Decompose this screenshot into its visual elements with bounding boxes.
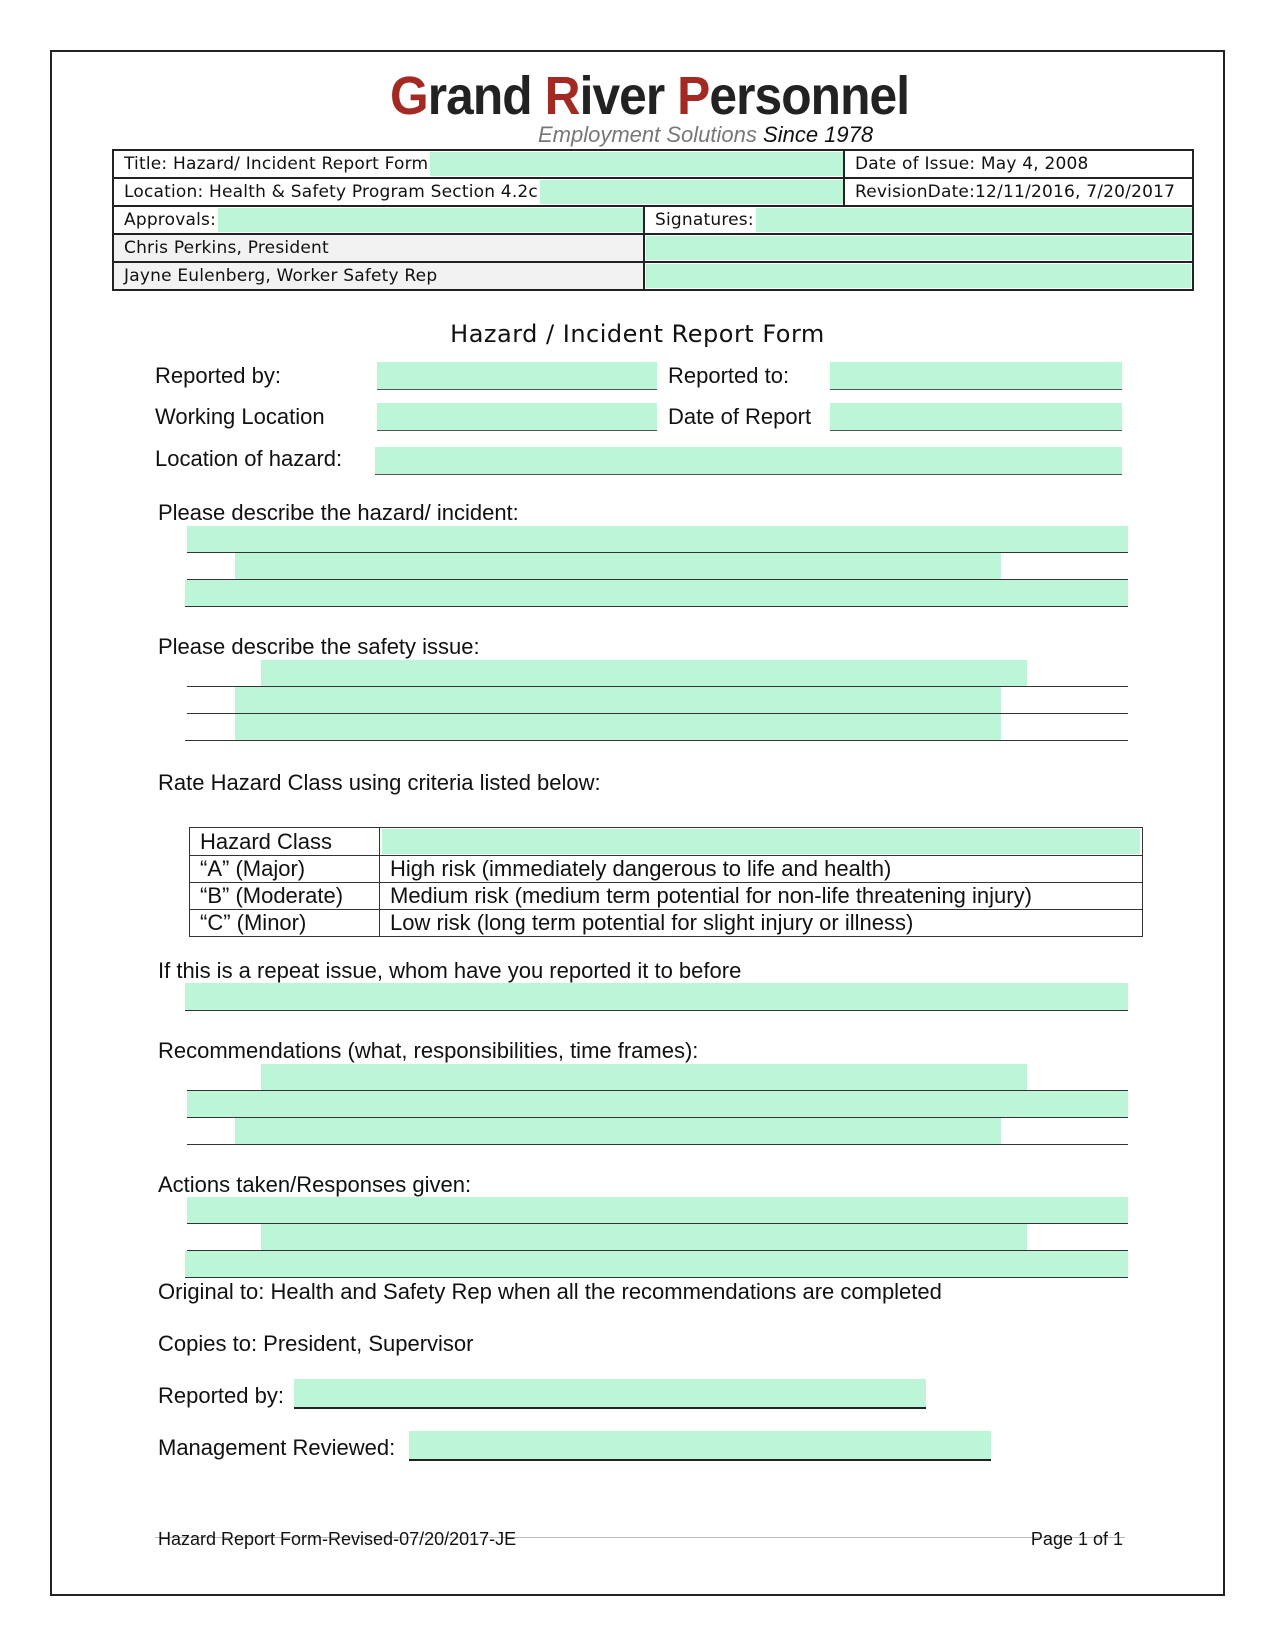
- recommendation-field-1[interactable]: [261, 1064, 1027, 1090]
- recommendation-field-2[interactable]: [187, 1091, 1128, 1117]
- working-location-label: Working Location: [155, 404, 325, 429]
- management-reviewed-label: Management Reviewed:: [158, 1435, 396, 1460]
- hazard-class-c: “C” (Minor): [190, 910, 380, 937]
- signatures-cell: [644, 206, 1193, 234]
- approvals-label: Approvals:: [124, 210, 217, 230]
- actions-field-1[interactable]: [187, 1197, 1128, 1223]
- location-field[interactable]: [540, 180, 843, 204]
- actions-taken-label: Actions taken/Responses given:: [158, 1172, 472, 1197]
- hazard-field-2[interactable]: [235, 553, 1001, 579]
- reported-by-bottom-label: Reported by:: [158, 1383, 284, 1408]
- actions-line-1: [187, 1197, 1128, 1224]
- company-logo: [390, 66, 910, 150]
- rate-hazard-label: Rate Hazard Class using criteria listed below:: [158, 770, 601, 795]
- hazard-field-3[interactable]: [185, 580, 1128, 606]
- hazard-class-a: “A” (Major): [190, 856, 380, 883]
- reported-by-label: Reported by:: [155, 363, 281, 388]
- reported-by-bottom-field[interactable]: [294, 1379, 926, 1409]
- logo-wordmark: Grand River Personnel: [390, 66, 910, 126]
- hazard-line-3: [185, 580, 1128, 607]
- repeat-issue-label: If this is a repeat issue, whom have you reported it to before: [158, 958, 742, 983]
- hazard-desc-b: Medium risk (medium term potential for non-life threatening injury): [380, 883, 1143, 910]
- describe-hazard-label: Please describe the hazard/ incident:: [158, 500, 519, 525]
- hazard-class-cell: [380, 828, 1143, 856]
- safety-field-2[interactable]: [235, 687, 1001, 713]
- approver-1: Chris Perkins, President: [113, 234, 644, 262]
- doc-title: Title: Hazard/ Incident Report Form: [124, 154, 429, 174]
- date-of-report-field[interactable]: [830, 403, 1122, 431]
- form-title: Hazard / Incident Report Form: [450, 320, 825, 348]
- safety-field-1[interactable]: [261, 660, 1027, 686]
- actions-field-2[interactable]: [261, 1224, 1027, 1250]
- footer-page-number: Page 1 of 1: [1030, 1529, 1123, 1549]
- table-row: [190, 910, 1143, 937]
- location-of-hazard-field[interactable]: [375, 447, 1122, 475]
- hazard-line-2: [187, 553, 1128, 580]
- original-to-text: Original to: Health and Safety Rep when all the recommendations are completed: [158, 1279, 942, 1304]
- signatures-label: Signatures:: [655, 210, 754, 230]
- signature-1-cell: [644, 234, 1193, 262]
- safety-line-1: [187, 660, 1128, 687]
- hazard-desc-c: Low risk (long term potential for slight injury or illness): [380, 910, 1143, 937]
- safety-field-3[interactable]: [235, 714, 1001, 740]
- signature-2-field[interactable]: [646, 264, 1191, 288]
- recommendations-label: Recommendations (what, responsibilities, time frames):: [158, 1038, 699, 1063]
- signature-1-field[interactable]: [646, 236, 1191, 260]
- safety-line-2: [187, 687, 1128, 714]
- safety-line-3: [185, 714, 1128, 741]
- doc-location: Location: Health & Safety Program Section 4.2c: [124, 182, 538, 202]
- hazard-class-table: [189, 827, 1143, 937]
- location-cell: [113, 178, 844, 206]
- signatures-field[interactable]: [756, 208, 1192, 232]
- hazard-table-header: [190, 828, 1143, 856]
- signature-2-cell: [644, 262, 1193, 290]
- hazard-class-b: “B” (Moderate): [190, 883, 380, 910]
- reported-to-label: Reported to:: [668, 363, 790, 388]
- actions-line-2: [187, 1224, 1128, 1251]
- hazard-field-1[interactable]: [187, 526, 1128, 552]
- recommendation-line-1: [187, 1064, 1128, 1091]
- recommendation-line-3: [187, 1118, 1128, 1145]
- title-field[interactable]: [430, 152, 843, 176]
- date-of-issue: Date of Issue: May 4, 2008: [844, 150, 1193, 178]
- reported-by-field[interactable]: [377, 362, 657, 390]
- title-cell: [113, 150, 844, 178]
- describe-safety-label: Please describe the safety issue:: [158, 634, 480, 659]
- recommendation-field-3[interactable]: [235, 1118, 1001, 1144]
- management-reviewed-field[interactable]: [409, 1431, 991, 1461]
- document-control-table: [112, 149, 1194, 291]
- approver-2-cell: [113, 262, 644, 290]
- actions-line-3: [185, 1251, 1128, 1278]
- approvals-cell: [113, 206, 644, 234]
- footer-form-id: Hazard Report Form-Revised-07/20/2017-JE: [158, 1529, 517, 1549]
- repeat-issue-field[interactable]: [185, 983, 1128, 1011]
- working-location-field[interactable]: [377, 403, 657, 431]
- hazard-line-1: [187, 526, 1128, 553]
- location-of-hazard-label: Location of hazard:: [155, 446, 343, 471]
- revision-date: RevisionDate:12/11/2016, 7/20/2017: [844, 178, 1193, 206]
- reported-to-field[interactable]: [830, 362, 1122, 390]
- hazard-class-field[interactable]: [382, 829, 1140, 854]
- table-row: [190, 856, 1143, 883]
- recommendation-line-2: [187, 1091, 1128, 1118]
- hazard-desc-a: High risk (immediately dangerous to life and health): [380, 856, 1143, 883]
- approver-2: Jayne Eulenberg, Worker Safety Rep: [124, 266, 438, 286]
- date-of-report-label: Date of Report: [668, 404, 812, 429]
- logo-tagline: Employment Solutions Since 1978: [538, 122, 874, 147]
- copies-to-text: Copies to: President, Supervisor: [158, 1331, 474, 1356]
- actions-field-3[interactable]: [185, 1251, 1128, 1277]
- hazard-class-header: Hazard Class: [190, 828, 380, 856]
- approvals-field[interactable]: [218, 208, 643, 232]
- table-row: [190, 883, 1143, 910]
